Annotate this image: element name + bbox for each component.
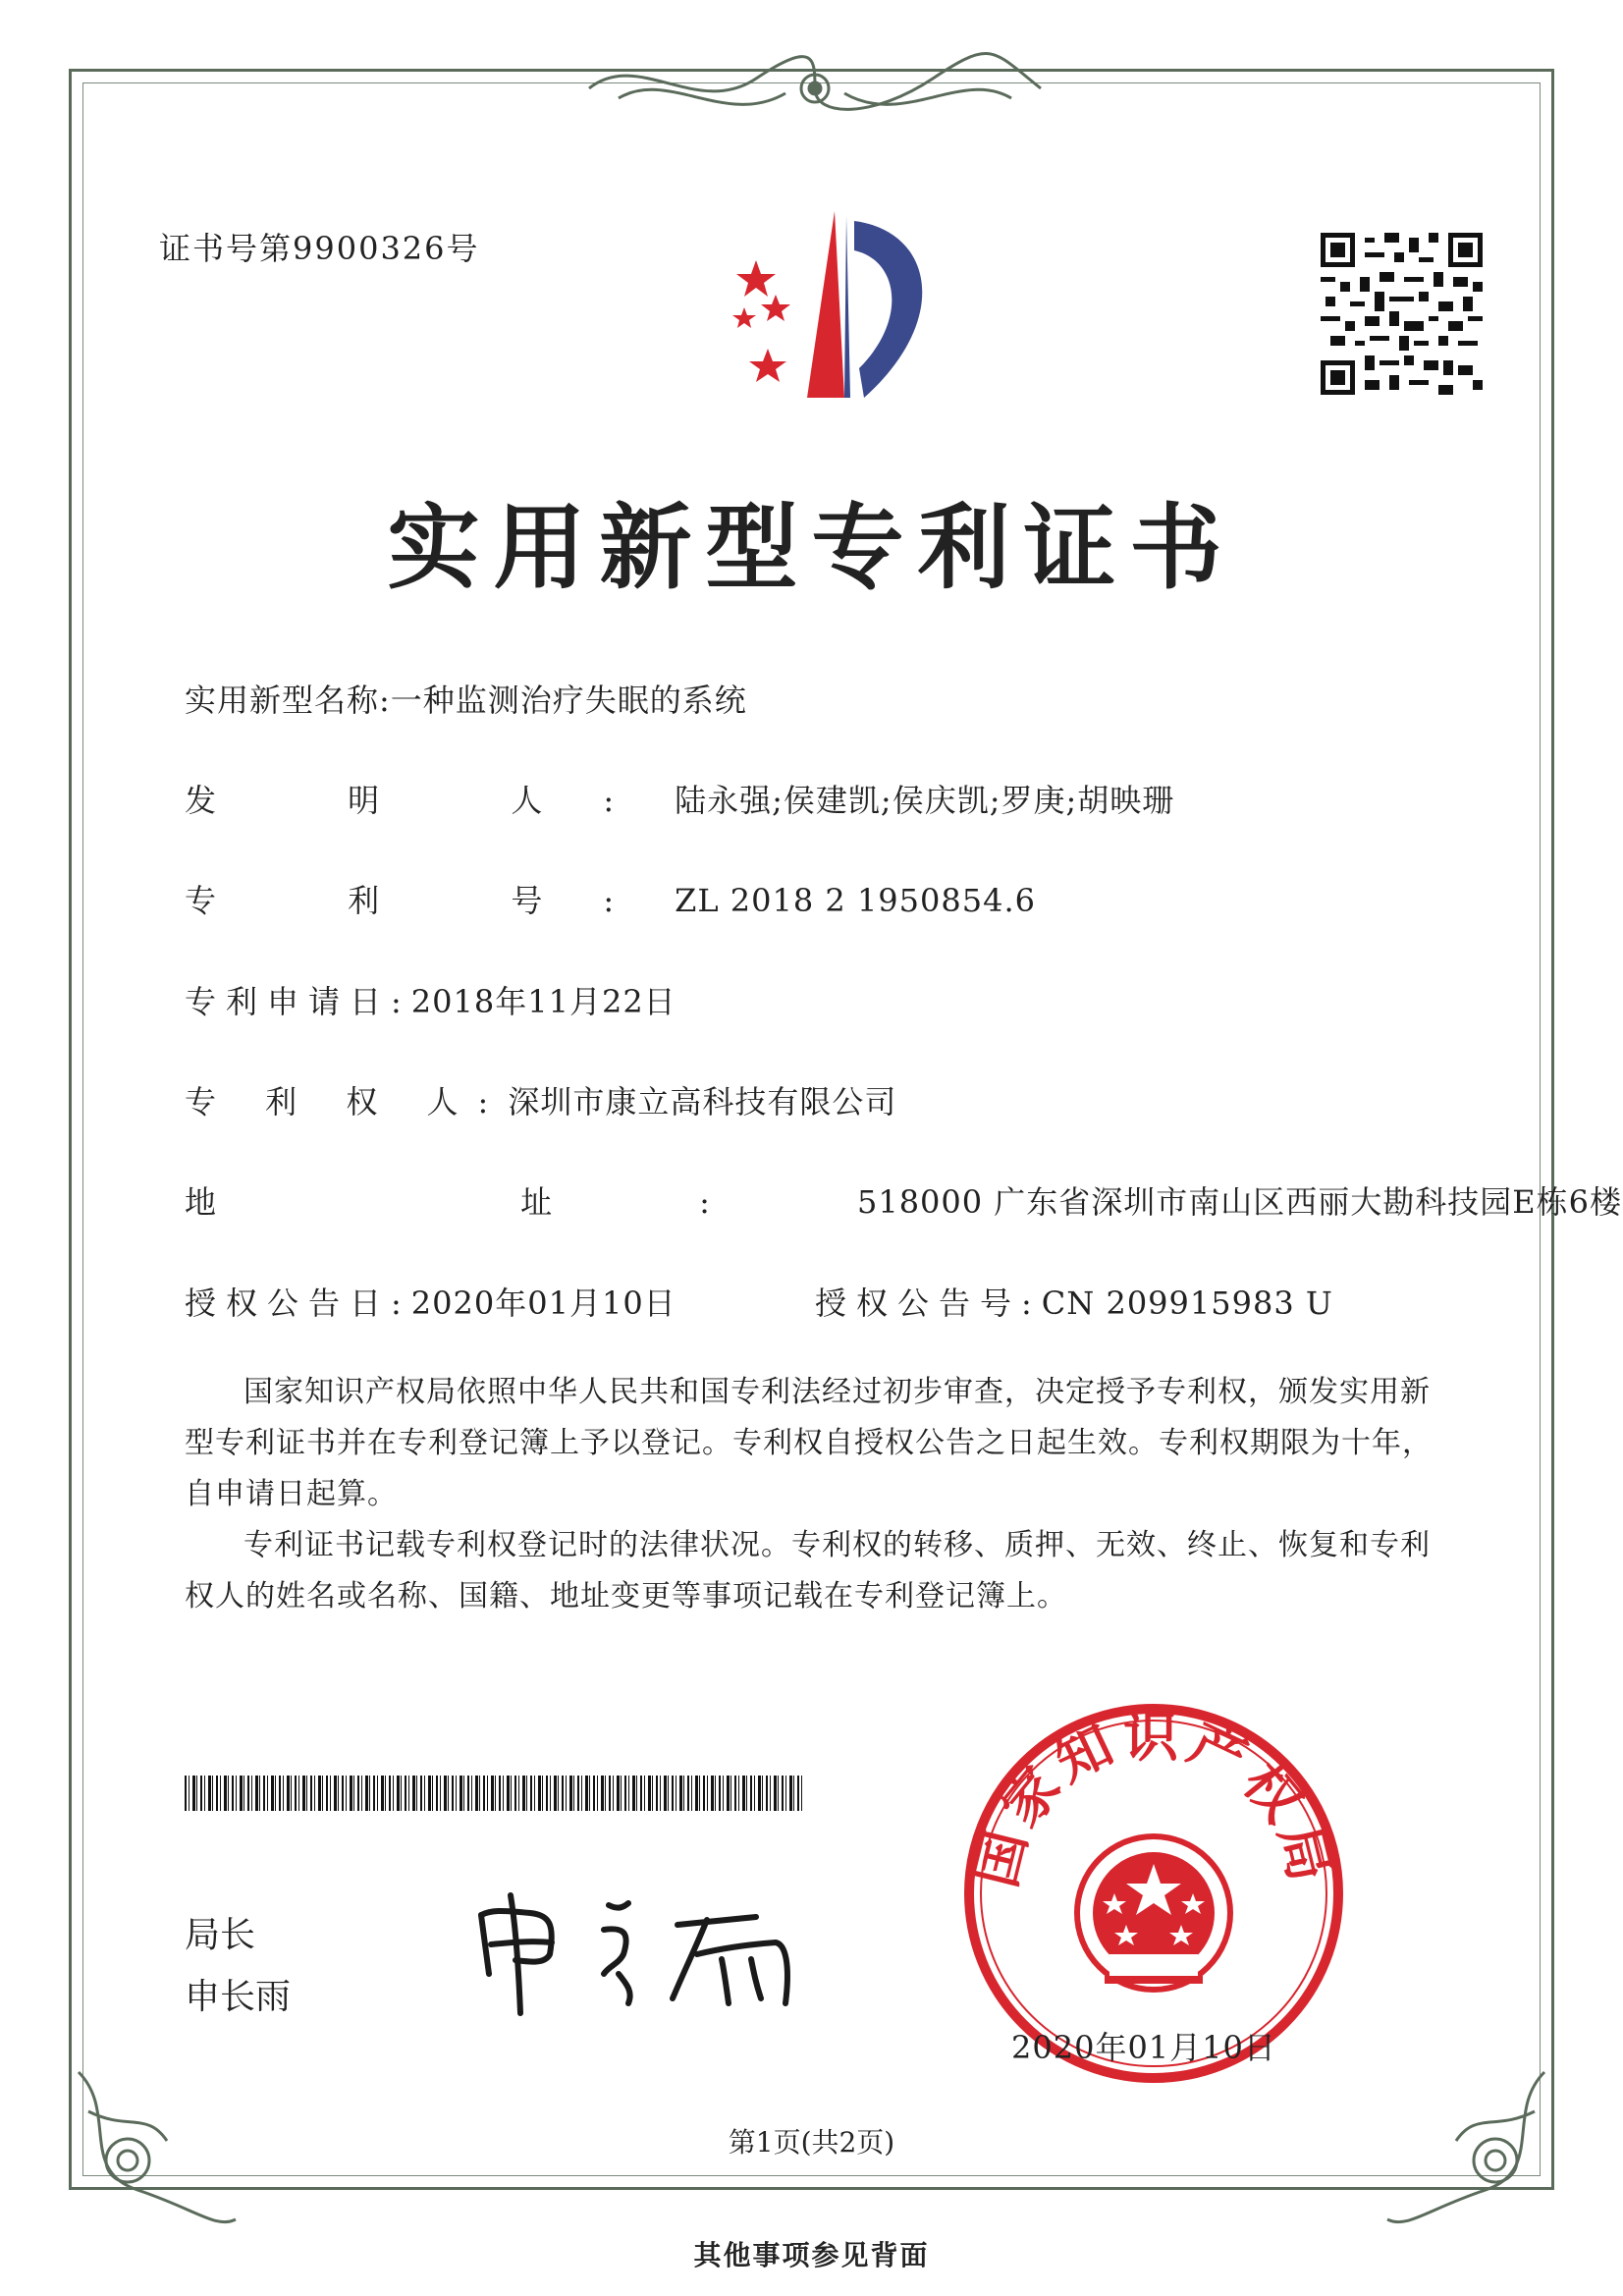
field-value: 深圳市康立高科技有限公司 (508, 1083, 897, 1121)
field-model-name (185, 676, 747, 721)
field-value: 518000 广东省深圳市南山区西丽大勘科技园E栋6楼 (856, 1183, 1623, 1221)
field-apply-date (185, 977, 676, 1022)
barcode (185, 1776, 803, 1811)
field-patentee (185, 1077, 896, 1122)
seal-date: 2020年01月10日 (1011, 2029, 1276, 2066)
director-name: 申长雨 (185, 1977, 292, 2017)
field-value: CN 209915983 U (1041, 1285, 1333, 1322)
field-label: 授权公告日: (185, 1285, 411, 1322)
field-label: 发 明 人: (185, 782, 676, 819)
field-patent-number (185, 876, 1036, 921)
field-inventor (185, 776, 1174, 821)
paragraph-grant-statement: 国家知识产权局依照中华人民共和国专利法经过初步审查，决定授予专利权，颁发实用新型专利证书并在专利登记簿上予以登记。专利权自授权公告之日起生效。专利权期限为十年，自申请日起算。 (185, 1375, 1433, 1511)
field-value: 2018年11月22日 (410, 983, 676, 1020)
qr-code (1321, 233, 1483, 395)
field-grant-date (185, 1279, 676, 1324)
certificate-number: 证书号第9900326号 (159, 230, 480, 267)
field-value: 陆永强;侯建凯;侯庆凯;罗庚;胡映珊 (675, 782, 1175, 819)
field-address (185, 1177, 1622, 1223)
patent-office-logo (697, 201, 952, 408)
field-label: 专 利 权 人: (185, 1083, 509, 1121)
director-title: 局长 (185, 1915, 256, 1955)
field-label: 专 利 号: (185, 882, 676, 919)
top-ornament (579, 49, 1051, 128)
field-value: 一种监测治疗失眠的系统 (390, 682, 747, 719)
footer-note: 其他事项参见背面 (693, 2239, 930, 2271)
field-grant-number (815, 1279, 1333, 1324)
paragraph-legal-status: 专利证书记载专利权登记时的法律状况。专利权的转移、质押、无效、终止、恢复和专利权人的姓名或名称、国籍、地址变更等事项记载在专利登记簿上。 (185, 1528, 1431, 1613)
field-label: 授权公告号: (815, 1285, 1042, 1322)
field-label: 专利申请日: (185, 983, 411, 1020)
seal-text: 国家知识产权局 (963, 1705, 1344, 1893)
director-signature (461, 1866, 825, 2023)
page-title: 实用新型专利证书 (387, 494, 1236, 602)
field-value: ZL 2018 2 1950854.6 (675, 882, 1036, 919)
page-number: 第1页(共2页) (728, 2126, 895, 2159)
field-label: 实用新型名称: (185, 682, 391, 719)
field-label: 地 址: (185, 1183, 857, 1221)
field-value: 2020年01月10日 (410, 1285, 676, 1322)
